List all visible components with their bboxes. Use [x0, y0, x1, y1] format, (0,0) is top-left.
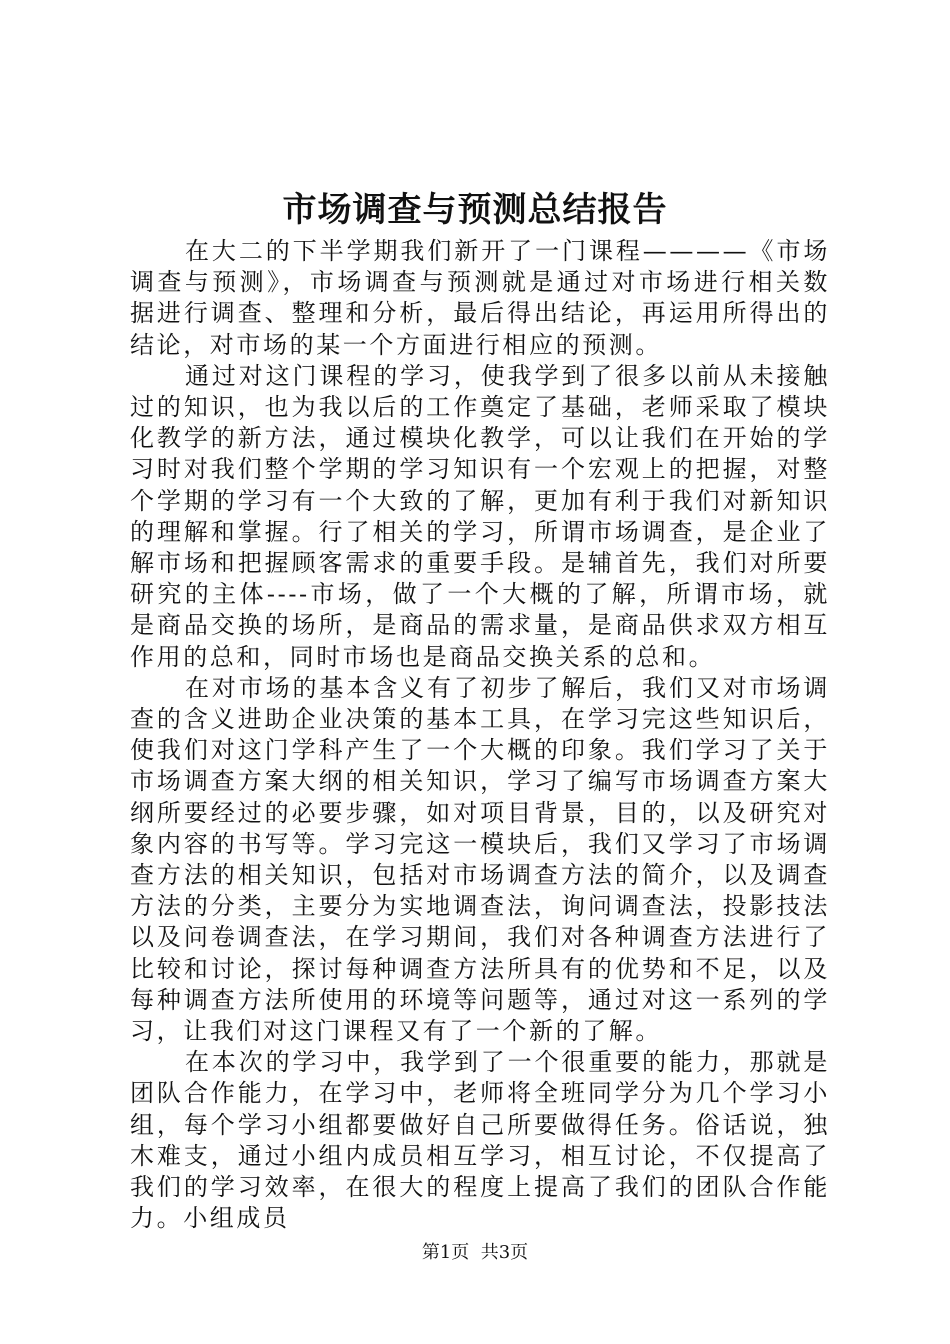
page-total: 共3页: [480, 1242, 529, 1263]
paragraph: 通过对这门课程的学习，使我学到了很多以前从未接触过的知识，也为我以后的工作奠定了基础，老师采取了模块化教学的新方法，通过模块化教学，可以让我们在开始的学习时对我们整个学期的学习知识有一个宏观上的把握，对整个学期的学习有一个大致的了解，更加有利于我们对新知识的理解和掌握。行了相关的学习，所谓市场调查，是企业了解市场和把握顾客需求的重要手段。是辅首先，我们对所要研究的主体----市场，做了一个大概的了解，所谓市场，就是商品交换的场所，是商品的需求量，是商品供求双方相互作用的总和，同时市场也是商品交换关系的总和。: [130, 361, 830, 671]
page-footer: [0, 1240, 950, 1266]
document-title: 市场调查与预测总结报告: [282, 190, 668, 230]
page-number: 第1页: [421, 1242, 470, 1263]
document-body: [130, 236, 830, 1235]
paragraph: 在本次的学习中，我学到了一个很重要的能力，那就是团队合作能力，在学习中，老师将全班同学分为几个学习小组，每个学习小组都要做好自己所要做得任务。俗话说，独木难支，通过小组内成员相互学习，相互讨论，不仅提高了我们的学习效率，在很大的程度上提高了我们的团队合作能力。小组成员: [130, 1048, 830, 1233]
paragraph: 在大二的下半学期我们新开了一门课程————《市场调查与预测》，市场调查与预测就是通过对市场进行相关数据进行调查、整理和分析，最后得出结论，再运用所得出的结论，对市场的某一个方面进行相应的预测。: [130, 237, 830, 359]
footer-spacer: [469, 1242, 480, 1263]
paragraph: 在对市场的基本含义有了初步了解后，我们又对市场调查的含义进助企业决策的基本工具，在学习完这些知识后，使我们对这门学科产生了一个大概的印象。我们学习了关于市场调查方案大纲的相关知识，学习了编写市场调查方案大纲所要经过的必要步骤，如对项目背景，目的，以及研究对象内容的书写等。学习完这一模块后，我们又学习了市场调查方法的相关知识，包括对市场调查方法的简介，以及调查方法的分类，主要分为实地调查法，询问调查法，投影技法以及问卷调查法，在学习期间，我们对各种调查方法进行了比较和讨论，探讨每种调查方法所具有的优势和不足，以及每种调查方法所使用的环境等问题等，通过对这一系列的学习，让我们对这门课程又有了一个新的了解。: [130, 673, 830, 1046]
